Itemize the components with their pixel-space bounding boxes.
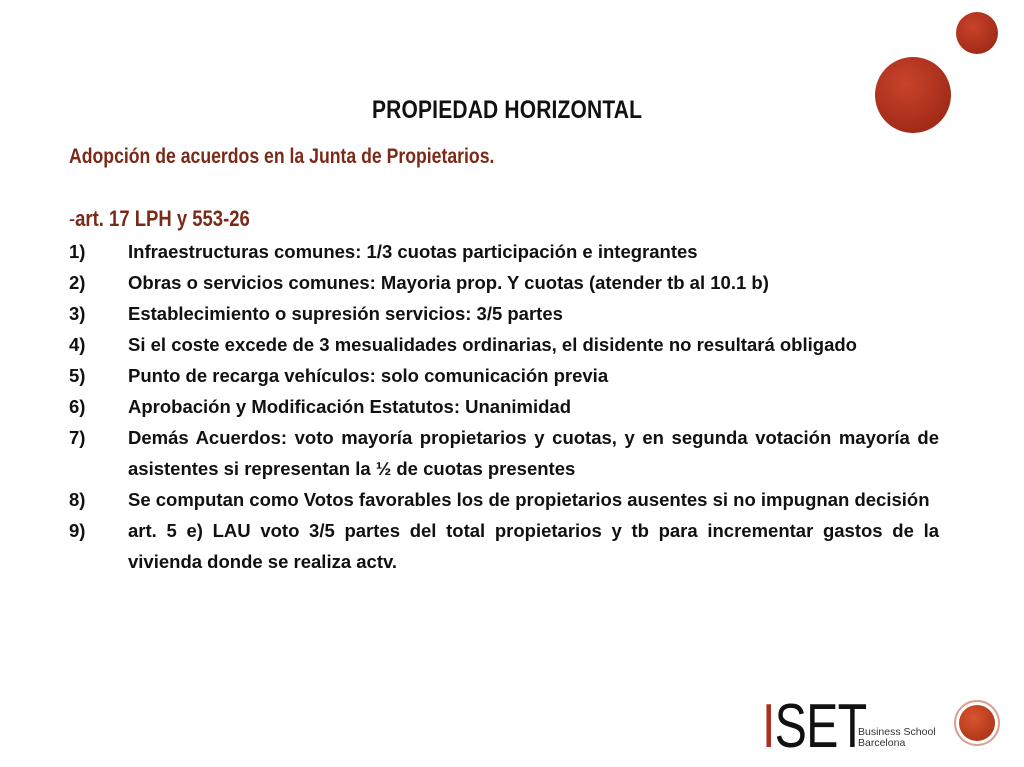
list-item-number: 2) (69, 272, 86, 293)
list-item-text: Se computan como Votos favorables los de propietarios ausentes si no impugnan decisión (128, 489, 930, 510)
list-item-text: Demás Acuerdos: voto mayoría propietarios y cuotas, y en segunda votación mayoría de asistentes si representan la ½ de cuotas presentes (128, 427, 939, 479)
list-item-text: Si el coste excede de 3 mesualidades ordinarias, el disidente no resultará obligado (128, 334, 857, 355)
list-item (69, 515, 939, 577)
logo-wordmark-first: I (762, 692, 775, 761)
list-item-text: art. 5 e) LAU voto 3/5 partes del total propietarios y tb para incrementar gastos de la vivienda donde se realiza actv. (128, 520, 939, 572)
list-item-text: Establecimiento o supresión servicios: 3/5 partes (128, 303, 563, 324)
list-item-number: 7) (69, 427, 86, 448)
article-dash: - (69, 206, 76, 231)
list-item (69, 236, 939, 267)
logo-wordmark (762, 692, 867, 761)
logo-subtitle-line2: Barcelona (858, 737, 906, 749)
list-item (69, 329, 939, 360)
article-text: art. 17 LPH y 553-26 (75, 206, 250, 231)
list-item-number: 4) (69, 334, 86, 355)
list-item (69, 422, 939, 484)
article-heading (69, 206, 250, 232)
list-item-number: 8) (69, 489, 86, 510)
list-item-text: Punto de recarga vehículos: solo comunicación previa (128, 365, 609, 386)
logo-subtitle (858, 727, 936, 749)
list-item (69, 267, 939, 298)
list-item-number: 6) (69, 396, 86, 417)
iset-logo (762, 692, 936, 761)
logo-subtitle-line1: Business School (858, 726, 936, 738)
decorative-circle-large (875, 57, 951, 133)
list-item-number: 1) (69, 241, 86, 262)
slide-badge-icon (954, 700, 1000, 746)
list-item-text: Obras o servicios comunes: Mayoria prop. Y cuotas (atender tb al 10.1 b) (128, 272, 769, 293)
list-item (69, 391, 939, 422)
list-item-number: 5) (69, 365, 86, 386)
slide-subtitle: Adopción de acuerdos en la Junta de Propietarios. (69, 145, 495, 168)
badge-circle-icon (959, 705, 995, 741)
list-item-number: 9) (69, 520, 86, 541)
list-item (69, 484, 939, 515)
slide-title: PROPIEDAD HORIZONTAL (372, 96, 643, 124)
list-item (69, 360, 939, 391)
decorative-circle-small (956, 12, 998, 54)
list-item-number: 3) (69, 303, 86, 324)
rules-list (69, 236, 939, 577)
logo-wordmark-rest: SET (774, 692, 867, 761)
list-item-text: Aprobación y Modificación Estatutos: Unanimidad (128, 396, 572, 417)
list-item-text: Infraestructuras comunes: 1/3 cuotas participación e integrantes (128, 241, 698, 262)
list-item (69, 298, 939, 329)
